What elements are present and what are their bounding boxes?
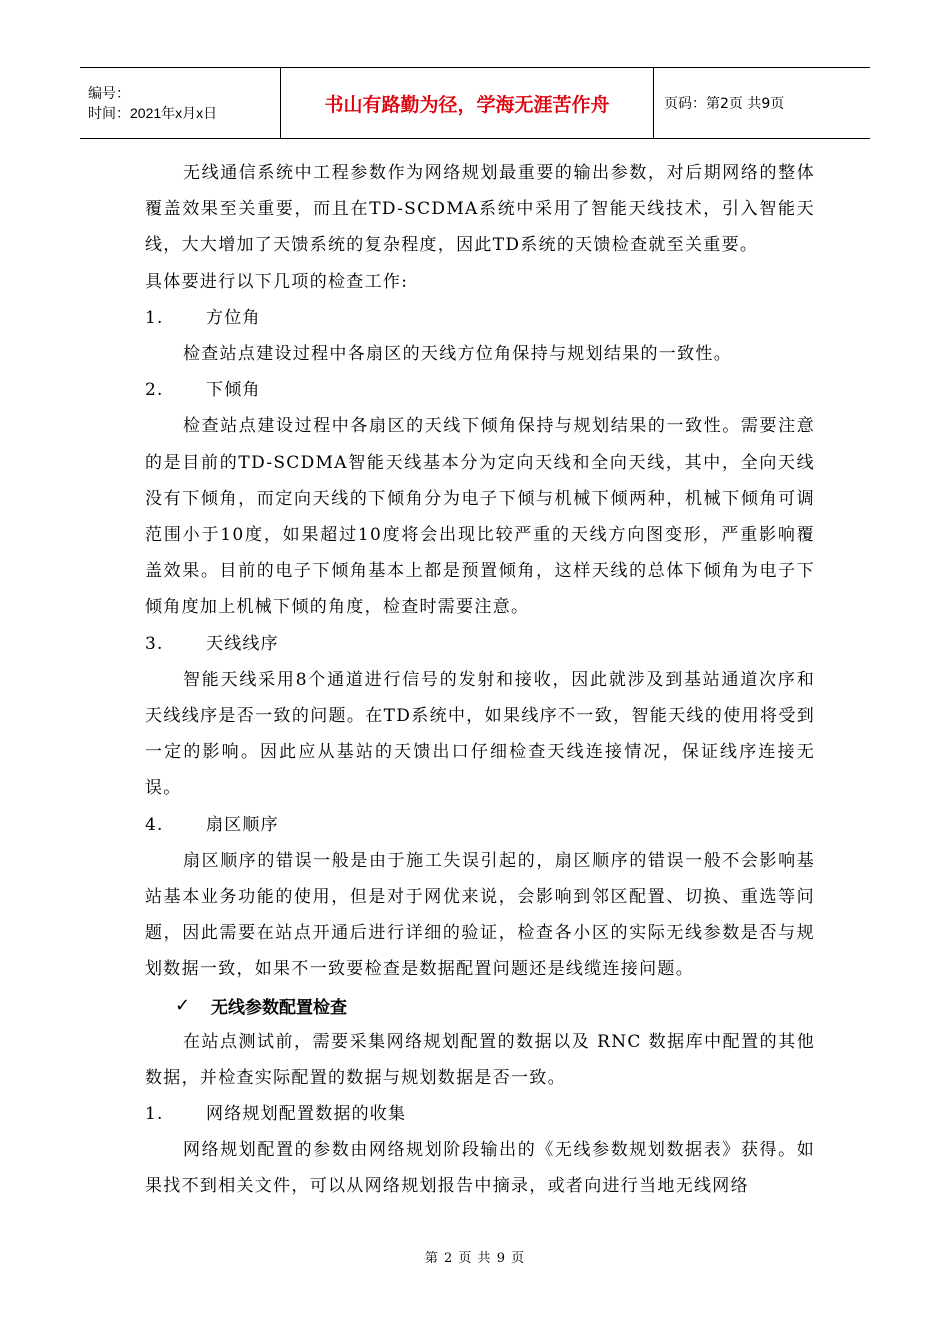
list-item-heading: [145, 1096, 815, 1132]
list-item-heading: [145, 807, 815, 843]
item-body: 检查站点建设过程中各扇区的天线下倾角保持与规划结果的一致性。需要注意的是目前的TD-SCDMA智能天线基本分为定向天线和全向天线，其中，全向天线没有下倾角，而定向天线的下倾角分为电子下倾与机械下倾两种，机械下倾角可调范围小于10度，如果超过10度将会出现比较严重的天线方向图变形，严重影响覆盖效果。目前的电子下倾角基本上都是预置倾角，这样天线的总体下倾角为电子下倾角度加上机械下倾的角度，检查时需要注意。: [145, 416, 815, 618]
item-number: 1.: [145, 307, 164, 328]
footer-page-number: 第 2 页 共 9 页: [424, 1251, 526, 1266]
document-body: [145, 155, 815, 1205]
intro-paragraph: 无线通信系统中工程参数作为网络规划最重要的输出参数，对后期网络的整体覆盖效果至关重要，而且在TD-SCDMA系统中采用了智能天线技术，引入智能天线，大大增加了天馈系统的复杂程度，因此TD系统的天馈检查就至关重要。: [145, 163, 815, 256]
item-body: 检查站点建设过程中各扇区的天线方位角保持与规划结果的一致性。: [183, 344, 732, 365]
section-heading: [145, 988, 815, 1024]
section-intro: 在站点测试前，需要采集网络规划配置的数据以及 RNC 数据库中配置的其他数据，并检查实际配置的数据与规划数据是否一致。: [145, 1031, 815, 1088]
page-info-text: 页码：第2页 共9页: [664, 96, 785, 112]
header-motto: [280, 68, 654, 138]
item-title: 扇区顺序: [206, 814, 279, 835]
item-body: 网络规划配置的参数由网络规划阶段输出的《无线参数规划数据表》获得。如果找不到相关文件，可以从网络规划报告中摘录，或者向进行当地无线网络: [145, 1140, 815, 1197]
checkmark-icon: ✓: [175, 995, 191, 1017]
header-page-info: [654, 68, 870, 138]
item-number: 4.: [145, 814, 164, 835]
item-number: 3.: [145, 633, 164, 654]
list-item-heading: [145, 626, 815, 662]
header-number: 编号：: [88, 85, 130, 101]
intro-tail: 具体要进行以下几项的检查工作:: [145, 271, 409, 292]
page-footer: [0, 1247, 950, 1266]
motto-text: 书山有路勤为径，学海无涯苦作舟: [324, 93, 610, 116]
item-title: 方位角: [206, 307, 261, 328]
section-title: 无线参数配置检查: [211, 998, 347, 1019]
item-body: 智能天线采用8个通道进行信号的发射和接收，因此就涉及到基站通道次序和天线线序是否一致的问题。在TD系统中，如果线序不一致，智能天线的使用将受到一定的影响。因此应从基站的天馈出口仔细检查天线连接情况，保证线序连接无误。: [145, 669, 815, 799]
list-item-heading: [145, 300, 815, 336]
header-date: 时间：2021年x月x日: [88, 105, 218, 121]
item-number: 1.: [145, 1104, 164, 1125]
item-number: 2.: [145, 380, 164, 401]
item-title: 网络规划配置数据的收集: [206, 1104, 407, 1125]
list-item-heading: [145, 372, 815, 408]
header-meta: [80, 68, 280, 138]
item-title: 下倾角: [206, 380, 261, 401]
item-body: 扇区顺序的错误一般是由于施工失误引起的，扇区顺序的错误一般不会影响基站基本业务功能的使用，但是对于网优来说，会影响到邻区配置、切换、重选等问题，因此需要在站点开通后进行详细的验证，检查各小区的实际无线参数是否与规划数据一致，如果不一致要检查是数据配置问题还是线缆连接问题。: [145, 850, 815, 980]
item-title: 天线线序: [206, 633, 279, 654]
page-header: [80, 67, 870, 139]
